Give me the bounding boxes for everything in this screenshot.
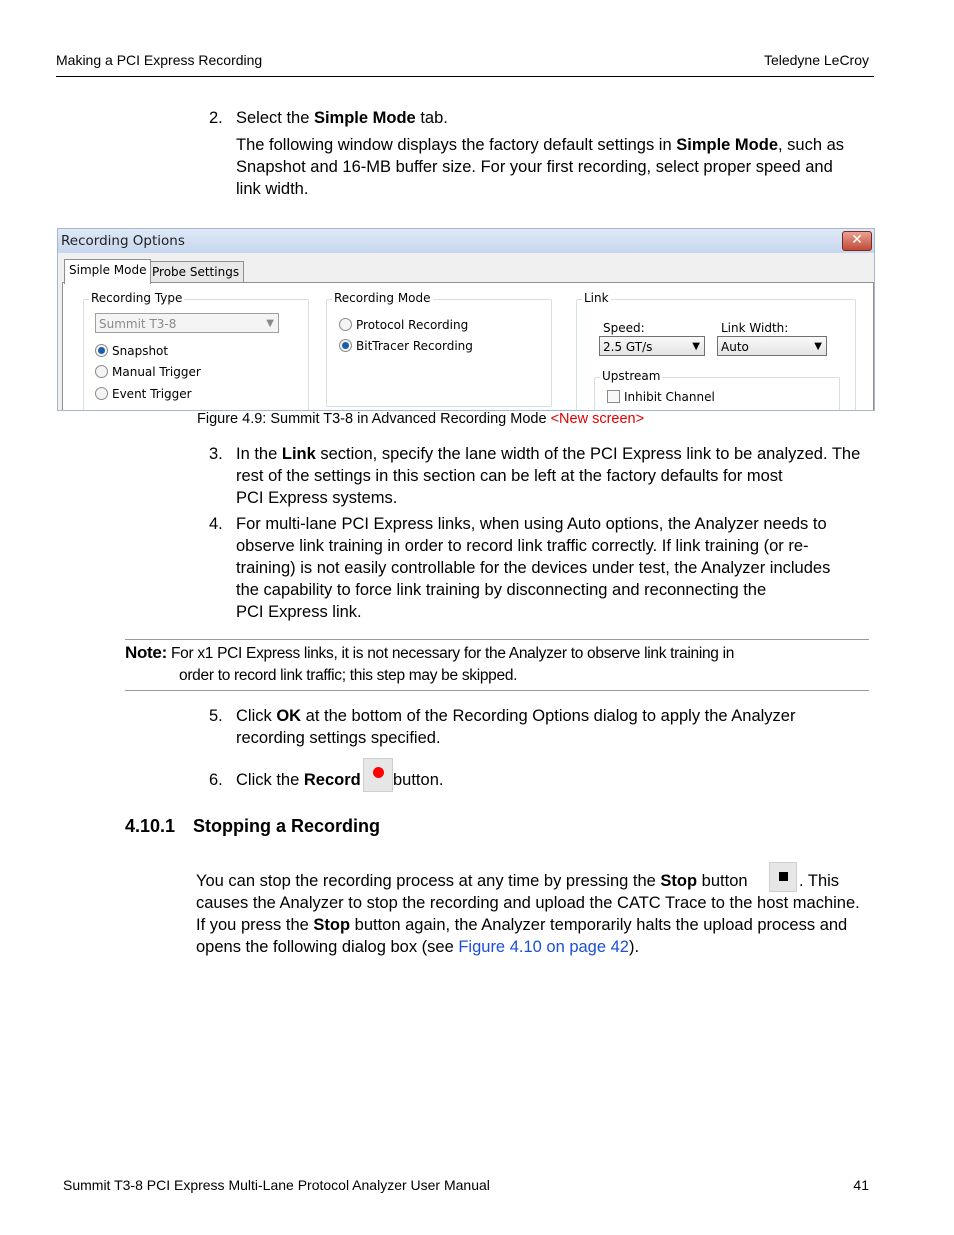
header-rule [56,76,874,77]
chevron-down-icon: ▼ [266,318,274,329]
step-2-paragraph: The following window displays the factory default settings in Simple Mode, such as Snapshot and 16-MB buffer size. For your first recording, select proper speed and link width. [236,136,845,198]
note-label: Note: [125,643,167,662]
recording-type-select[interactable]: Summit T3-8 ▼ [95,313,279,333]
stop-paragraph-line1-a: You can stop the recording process at any time by pressing the Stop button [196,872,748,890]
figure-link[interactable]: Figure 4.10 on page 42 [458,938,629,956]
speed-label: Speed: [603,321,645,335]
group-upstream [594,369,840,411]
step-2-text: Select the Simple Mode tab. [236,109,448,127]
group-title: Upstream [602,369,661,383]
chevron-down-icon: ▼ [814,341,822,352]
speed-select[interactable]: 2.5 GT/s ▼ [599,336,705,356]
checkbox-icon [607,390,620,403]
step-6-number: 6. [209,771,223,789]
radio-bittracer-recording[interactable]: BitTracer Recording [339,339,473,353]
step-5-number: 5. [209,707,223,725]
step-6-text-a: Click the Record [236,771,361,789]
tab-panel [62,282,874,411]
radio-manual-trigger[interactable]: Manual Trigger [95,365,201,379]
step-4-number: 4. [209,515,223,533]
footer-title: Summit T3-8 PCI Express Multi-Lane Protocol Analyzer User Manual [63,1177,490,1193]
note-rule-top [125,639,869,640]
radio-protocol-recording[interactable]: Protocol Recording [339,318,468,332]
group-title: Link [584,291,609,305]
note-rule-bottom [125,690,869,691]
radio-selected-icon [339,339,352,352]
section-heading: 4.10.1 Stopping a Recording [125,816,381,836]
group-title: Recording Mode [334,291,431,305]
record-button[interactable] [363,758,393,792]
stop-button[interactable] [769,862,797,892]
radio-icon [95,387,108,400]
page-number: 41 [853,1177,869,1193]
record-icon [373,767,384,778]
note-block: Note: For x1 PCI Express links, it is not necessary for the Analyzer to observe link training in order to record link traffic; this step may be skipped. [125,643,735,684]
radio-selected-icon [95,344,108,357]
step-4-text: For multi-lane PCI Express links, when using Auto options, the Analyzer needs to observe link training in order to record link traffic correctly. If link training (or re- training) is not easily controllable for the devices under test, the Analyzer includes the capability to force link training by disconnecting and reconnecting the PCI Express link. [236,515,831,621]
stop-paragraph-line1-b: . This [799,872,840,890]
link-width-label: Link Width: [721,321,789,335]
inhibit-channel-checkbox[interactable]: Inhibit Channel [607,390,715,404]
step-3-text: In the Link section, specify the lane width of the PCI Express link to be analyzed. The rest of the settings in this section can be left at the factory defaults for most PCI Express systems. [236,445,861,507]
dialog-titlebar [58,229,874,253]
dialog-title: Recording Options [61,233,185,249]
running-header-right: Teledyne LeCroy [763,52,869,68]
tab-simple-mode[interactable]: Simple Mode [64,259,151,284]
radio-snapshot[interactable]: Snapshot [95,344,168,358]
group-recording-mode [326,291,552,407]
close-icon[interactable]: ✕ [842,231,872,251]
tab-probe-settings[interactable]: Probe Settings [147,261,244,283]
recording-options-dialog [57,228,875,411]
radio-event-trigger[interactable]: Event Trigger [95,387,192,401]
group-title: Recording Type [91,291,183,305]
figure-caption: Figure 4.9: Summit T3-8 in Advanced Recording Mode <New screen> [197,411,645,427]
radio-icon [339,318,352,331]
link-width-select[interactable]: Auto ▼ [717,336,827,356]
chevron-down-icon: ▼ [692,341,700,352]
running-header-left: Making a PCI Express Recording [56,52,263,68]
step-5-text: Click OK at the bottom of the Recording Options dialog to apply the Analyzer recording settings specified. [236,707,796,747]
stop-paragraph-rest: causes the Analyzer to stop the recording and upload the CATC Trace to the host machine. If you press the Stop button again, the Analyzer temporarily halts the upload process and opens the following dialog box (see Figure 4.10 on page 42). [196,894,860,956]
group-link [576,291,856,411]
group-recording-type [83,291,309,411]
radio-icon [95,365,108,378]
stop-icon [779,872,788,881]
step-6-text-b: button. [393,771,444,789]
step-3-number: 3. [209,445,223,463]
